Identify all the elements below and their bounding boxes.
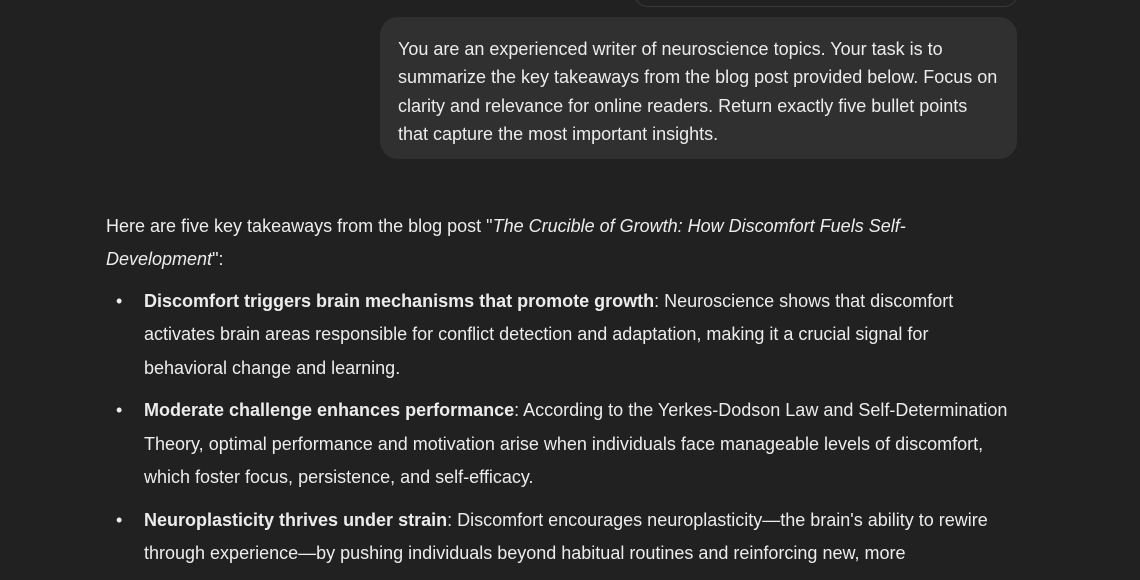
list-item [106,394,1016,494]
bullet-text: : Discomfort encourages neuroplasticity—the brain's ability to rewire through experience—by pushing individuals beyond habitual routines and reinforcing new, more [144,509,988,564]
intro-suffix: ": [212,248,224,269]
intro-prefix: Here are five key takeaways from the blog post " [106,216,493,236]
bullet-title: Moderate challenge enhances performance [144,400,515,421]
previous-message-edge [634,0,1018,7]
assistant-message [106,210,1016,580]
user-message-bubble [380,17,1017,159]
bullet-title: Discomfort triggers brain mechanisms that promote growth [144,291,655,311]
bullet-text: : According to the Yerkes-Dodson Law and Self-Determination Theory, optimal performance and motivation arise when individuals face manageable levels of discomfort, which foster focus, persistence, and self-efficacy. [144,400,1008,487]
blog-post-title: The Crucible of Growth: How Discomfort Fuels Self-Development [106,216,906,269]
bullet-title: Neuroplasticity thrives under strain [144,509,448,530]
bullet-text: : Neuroscience shows that discomfort activates brain areas responsible for conflict detection and adaptation, making it a crucial signal for behavioral change and learning. [144,291,954,378]
takeaways-list [106,285,1016,570]
bullet-icon: • [116,291,123,311]
list-item [106,285,1016,385]
bullet-icon: • [116,400,123,421]
assistant-intro [106,210,1016,275]
user-message-text: You are an experienced writer of neuroscience topics. Your task is to summarize the key takeaways from the blog post provided below. Focus on clarity and relevance for online readers. Return exactly five bullet points that capture the most important insights. [398,39,998,144]
list-item [106,504,1016,571]
bullet-icon: • [116,509,123,530]
